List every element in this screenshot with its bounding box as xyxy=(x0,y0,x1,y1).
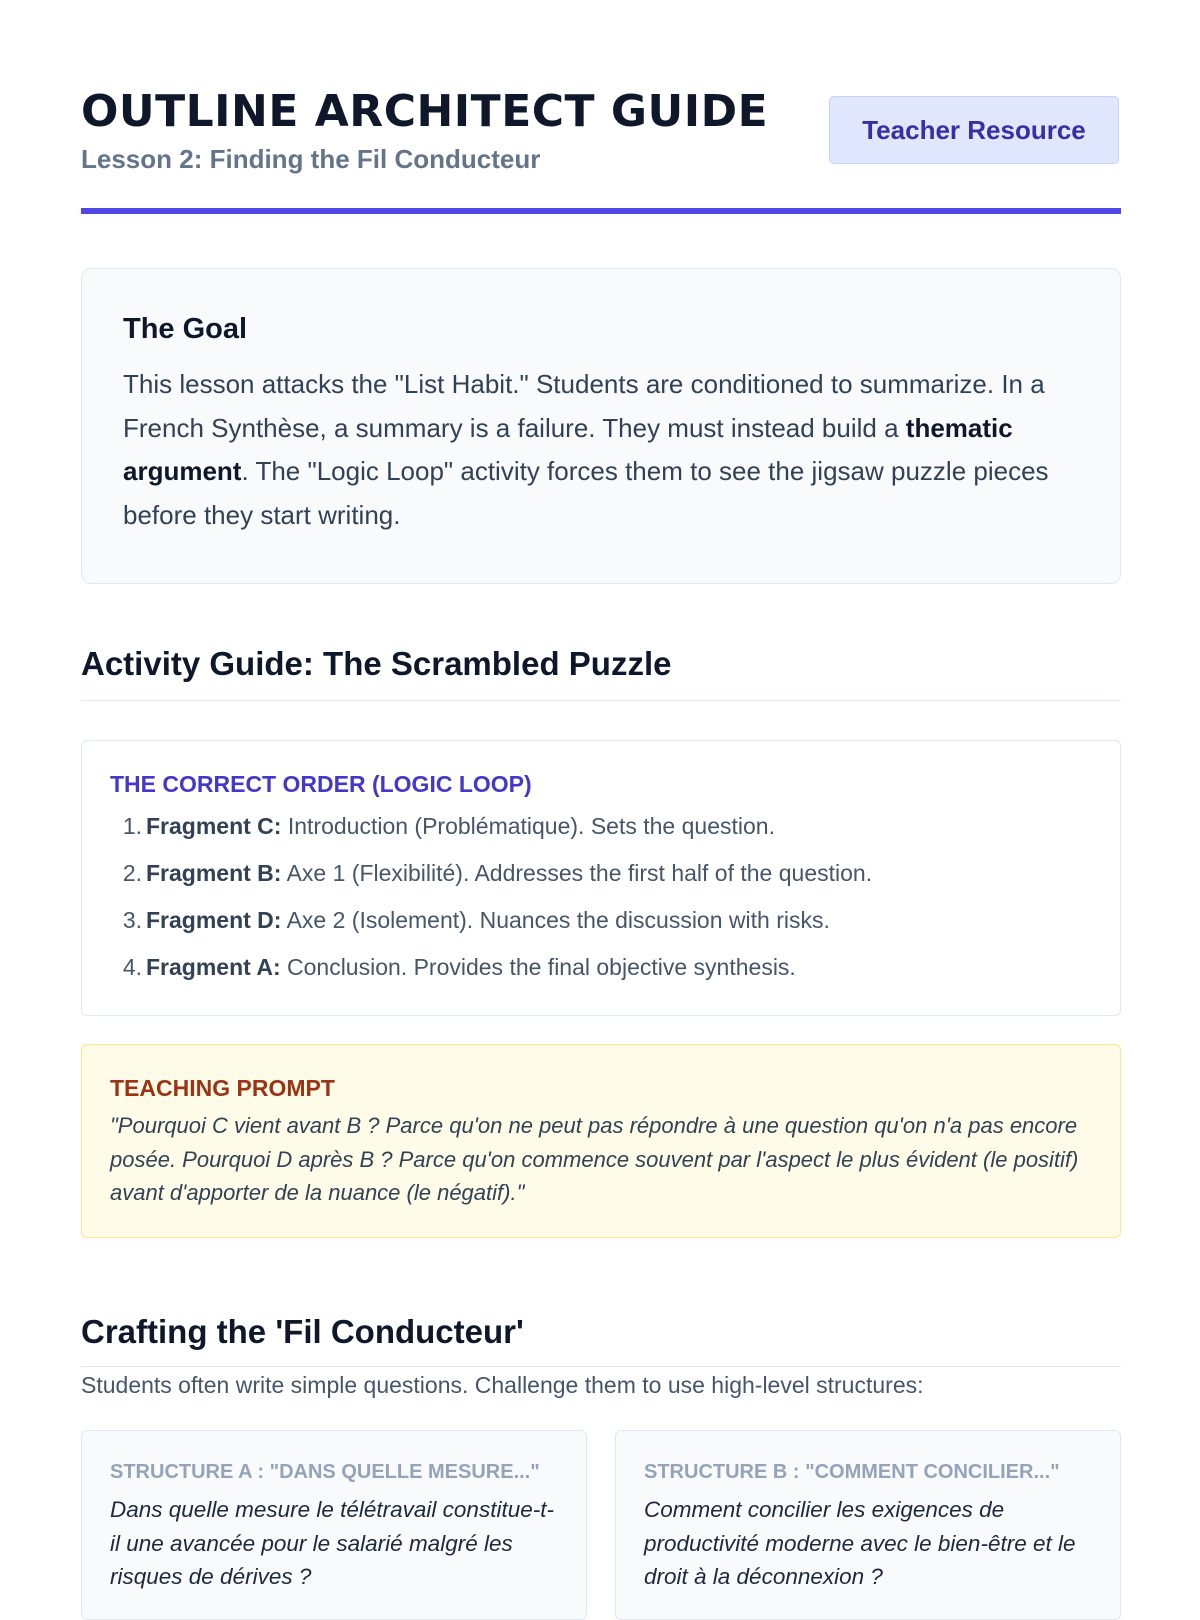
correct-order-label: THE CORRECT ORDER (LOGIC LOOP) xyxy=(110,771,532,797)
structure-a-label: STRUCTURE A : "DANS QUELLE MESURE..." xyxy=(110,1461,540,1483)
page-title: OUTLINE ARCHITECT GUIDE xyxy=(81,86,769,137)
list-item-text: Axe 2 (Isolement). Nuances the discussion with risks. xyxy=(281,907,830,933)
list-item-fragment: Fragment A: xyxy=(146,954,281,980)
page-subtitle: Lesson 2: Finding the Fil Conducteur xyxy=(81,144,541,174)
list-item-number: 2. xyxy=(122,860,142,886)
list-item xyxy=(110,944,1092,991)
list-item-text: Introduction (Problématique). Sets the question. xyxy=(281,813,775,839)
list-item xyxy=(110,850,1092,897)
correct-order-card xyxy=(81,740,1121,1016)
list-item xyxy=(110,803,1092,850)
goal-heading: The Goal xyxy=(123,313,248,345)
teaching-prompt-label: TEACHING PROMPT xyxy=(110,1075,335,1101)
goal-text xyxy=(123,363,1080,537)
header-divider xyxy=(81,208,1121,214)
goal-text-before: This lesson attacks the "List Habit." Students are conditioned to summarize. In a French Synthèse, a summary is a failure. They must instead build a xyxy=(123,369,1045,443)
list-item-number: 1. xyxy=(122,813,142,839)
structure-b-label: STRUCTURE B : "COMMENT CONCILIER..." xyxy=(644,1461,1060,1483)
list-item-text: Conclusion. Provides the final objective synthesis. xyxy=(280,954,796,980)
list-item-fragment: Fragment B: xyxy=(146,860,282,886)
list-item xyxy=(110,897,1092,944)
structure-a-example: Dans quelle mesure le télétravail constitue-t-il une avancée pour le salarié malgré les risques de dérives ? xyxy=(110,1497,554,1589)
activity-heading: Activity Guide: The Scrambled Puzzle xyxy=(81,645,672,682)
crafting-intro: Students often write simple questions. Challenge them to use high-level structures: xyxy=(81,1372,924,1398)
structure-a-card xyxy=(81,1430,587,1620)
goal-card xyxy=(81,268,1121,584)
list-item-number: 4. xyxy=(122,954,142,980)
list-item-fragment: Fragment C: xyxy=(146,813,282,839)
teaching-prompt-text: "Pourquoi C vient avant B ? Parce qu'on ne peut pas répondre à une question qu'on n'a pas encore posée. Pourquoi D après B ? Parce qu'on commence souvent par l'aspect le plus évident (le positif) avant d'apporter de la nuance (le négatif)." xyxy=(110,1113,1079,1205)
structure-b-card xyxy=(615,1430,1121,1620)
structure-b-example: Comment concilier les exigences de productivité moderne avec le bien-être et le droit à la déconnexion ? xyxy=(644,1497,1076,1589)
list-item-fragment: Fragment D: xyxy=(146,907,282,933)
goal-text-bold: thematic argument xyxy=(123,412,1013,486)
list-item-number: 3. xyxy=(122,907,142,933)
activity-divider xyxy=(81,700,1121,701)
goal-text-after: . The "Logic Loop" activity forces them to see the jigsaw puzzle pieces before they start writing. xyxy=(123,456,1049,530)
crafting-divider xyxy=(81,1366,1121,1367)
correct-order-list xyxy=(110,803,1092,991)
teaching-prompt-card xyxy=(81,1044,1121,1238)
crafting-heading: Crafting the 'Fil Conducteur' xyxy=(81,1313,524,1350)
list-item-text: Axe 1 (Flexibilité). Addresses the first half of the question. xyxy=(281,860,873,886)
teacher-resource-badge: Teacher Resource xyxy=(829,96,1119,164)
